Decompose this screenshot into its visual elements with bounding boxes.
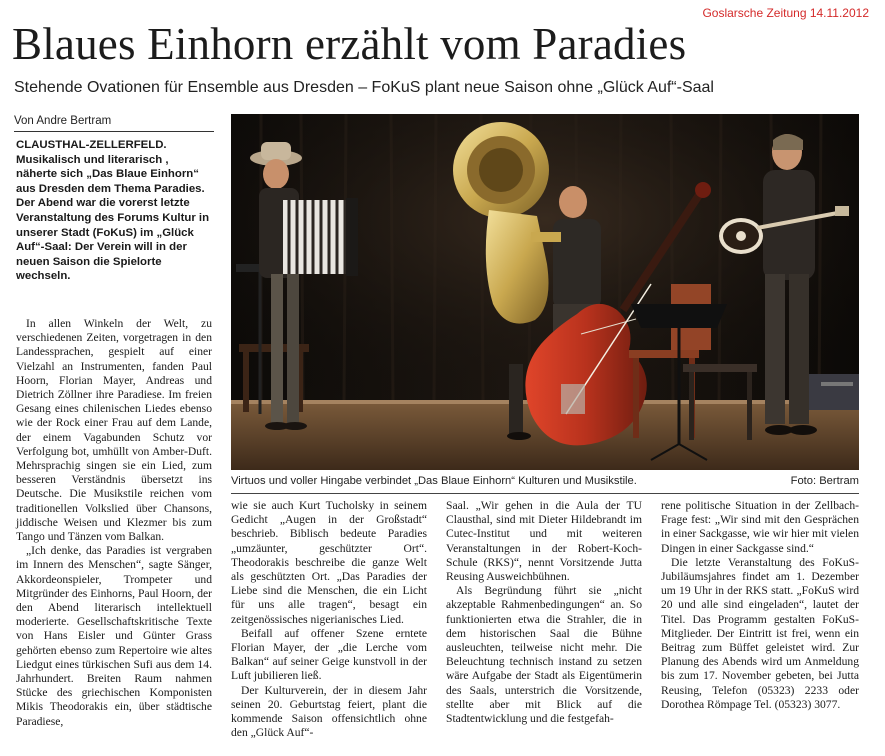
concert-photo-illustration: [231, 114, 859, 470]
paragraph: Der Kulturverein, der in diesem Jahr seinen 20. Geburtstag feiert, plant die kommende Saison offensichtlich ohne den „Glück Auf“-: [231, 683, 427, 740]
paragraph: „Ich denke, das Paradies ist vergraben im Innern des Menschen“, sagte Sänger, Akkordeonspieler, Trompeter und Mitgründer des Einhorns, Paul Hoorn, der den Abend literarisch intellektuell moderierte. Gesellschaftskritische Texte von Hans Eisler und Günter Grass gehörten ebenso zum Repertoire wie altes Liedgut eines türkischen Sufi aus dem 14. Jahrhundert. Breiten Raum nahmen Stücke des griechischen Komponisten Mikis Theodorakis ein, über städtische Paradiese,: [16, 544, 212, 728]
lead-paragraph: [16, 138, 212, 284]
concert-photo: [231, 114, 859, 470]
newspaper-source: Goslarsche Zeitung 14.11.2012: [702, 6, 869, 20]
subheadline: Stehende Ovationen für Ensemble aus Dresden – FoKuS plant neue Saison ohne „Glück Auf“-Saal: [14, 79, 714, 96]
photo-caption: Virtuos und voller Hingabe verbindet „Das Blaue Einhorn“ Kulturen und Musikstile.: [231, 475, 637, 487]
photo-credit: Foto: Bertram: [790, 475, 859, 487]
article-column-2: [231, 499, 427, 740]
paragraph: wie sie auch Kurt Tucholsky in seinem Gedicht „Augen in der Großstadt“ beschrieb. Biblisch bedeute Paradies „umzäunter, geschützter Ort“. Theodorakis beschreibe die ganze Welt als geschützten Ort. „Das Paradies der Liebe sind die Menschen, die ein Licht für uns alle tragen“, besagt ein zeitgenössisches nigerianisches Lied.: [231, 499, 427, 626]
article-column-1: [16, 317, 212, 729]
photo-caption-row: [231, 475, 859, 487]
paragraph: rene politische Situation in der Zellbach-Frage fest: „Wir sind mit den Gesprächen in einer Sackgasse, wie wir hier mit vielen Dingen in einer Sackgasse sind.“: [661, 499, 859, 555]
lead-text: Musikalisch und literarisch , näherte sich „Das Blaue Einhorn“ aus Dresden dem Thema Paradies. Der Abend war die vorerst letzte Veranstaltung des Forums Kultur in unserer Stadt (FoKuS) im „Glück Auf“-Saal: Der Verein will in der neuen Saison die Spielorte wechseln.: [16, 153, 210, 283]
article-column-4: [661, 499, 859, 712]
article-column-3: [446, 499, 642, 726]
paragraph: In allen Winkeln der Welt, zu verschiedenen Zeiten, vorgetragen in den Landessprachen, gespielt auf einer Vielzahl an Instrumenten, fanden Paul Hoorn, Florian Mayer, Andreas und Dietrich Zöllner ihre Paradiese. Im freien Gesang eines chilenischen Liedes ebenso wie der Rock einer Frau auf dem Lande, der einem Vagabunden Schutz vor Verfolgung bot, umhüllt von Amber-Duft. Mehrsprachig singen sie ein Lied, zum besseren Verständnis übersetzt ins Deutsche. Die Musikstile reichen vom traditionellen Volkslied über Chansons, jiddische Weisen und Klezmer bis zum Tango und Tänzen vom Balkan.: [16, 317, 212, 544]
byline-rule: [14, 131, 214, 132]
dateline: CLAUSTHAL-ZELLERFELD.: [16, 139, 167, 151]
caption-rule: [231, 493, 859, 494]
headline: Blaues Einhorn erzählt vom Paradies: [12, 19, 687, 69]
paragraph: Die letzte Veranstaltung des FoKuS-Jubiläumsjahres findet am 1. Dezember um 19 Uhr in der RKS statt. „FoKuS wird 20 und alle sind eingeladen“, lautet der Titel. Das Programm gestalten FoKuS-Mitglieder. Der Eintritt ist frei, wenn ein Beitrag zum Büffet geleistet wird. Zur Planung des Abends wird um Anmeldung bis zum 17. November gebeten, bei Jutta Reusing, Telefon (05323) 2233 oder Dorothea Römpage Tel. (05323) 3077.: [661, 555, 859, 711]
paragraph: Saal. „Wir gehen in die Aula der TU Clausthal, sind mit Dieter Hildebrandt im Cutec-Institut und mit weiteren Veranstaltungen in der Robert-Koch-Schule (RKS)“, nennt Vorsitzende Jutta Reusing Ausweichbühnen.: [446, 499, 642, 584]
paragraph: Als Begründung führt sie „nicht akzeptable Rahmenbedingungen“ an. So funktionierten etwa die Strahler, die in dem historischen Saal die Bühne ausleuchten, teilweise nicht mehr. Die Beleuchtung technisch instand zu setzen wäre Aufgabe der Stadt als Eigentümerin des Saals, unterstrich die Vorsitzende, stellte aber mit Blick auf die Stadtentwicklung und die festgefah-: [446, 584, 642, 726]
paragraph: Beifall auf offener Szene erntete Florian Mayer, der „die Lerche vom Balkan“ auf seiner Geige kunstvoll in der Luft jubilieren ließ.: [231, 626, 427, 683]
author-byline: Von Andre Bertram: [14, 115, 112, 127]
